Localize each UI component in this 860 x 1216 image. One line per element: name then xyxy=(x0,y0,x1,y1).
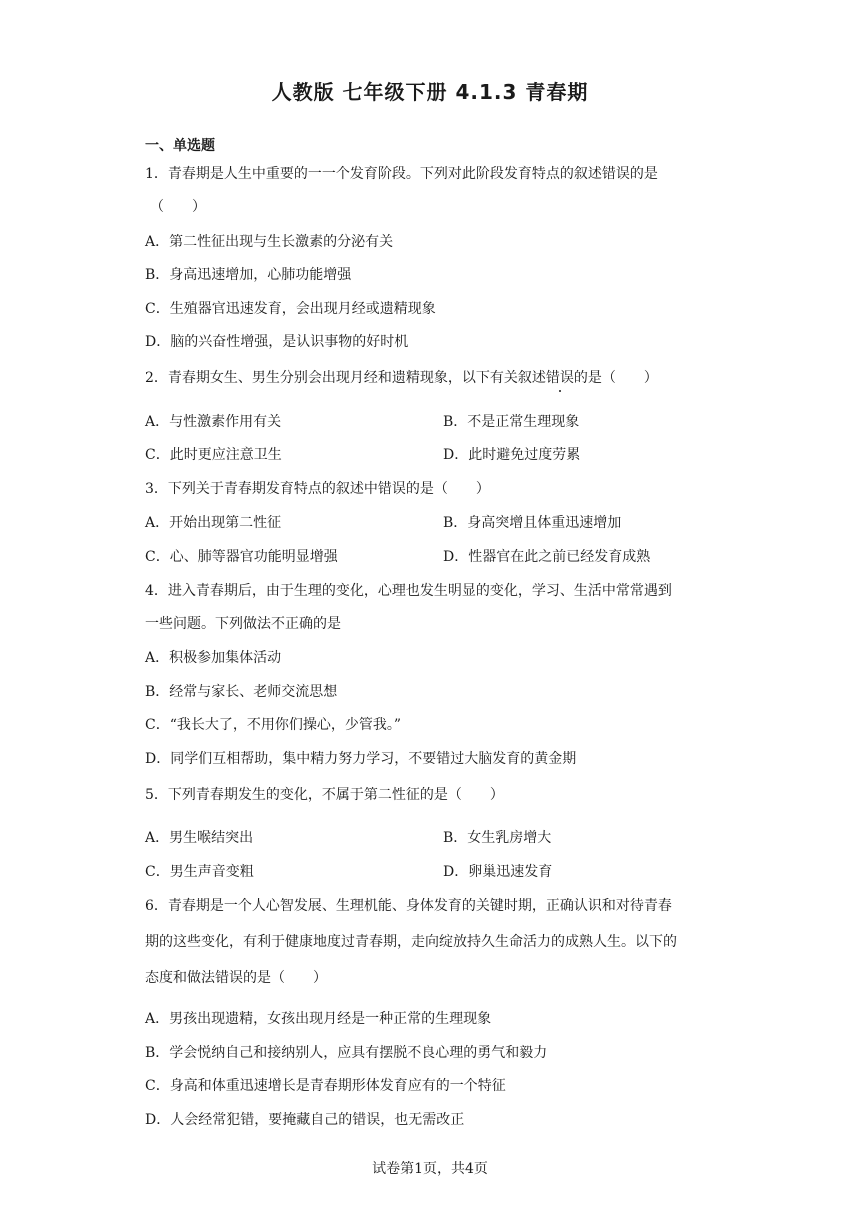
question-6-option-b: B．学会悦纳自己和接纳别人，应具有摆脱不良心理的勇气和毅力 xyxy=(145,1045,548,1061)
question-2-stem-post: 的是（ ） xyxy=(573,370,658,386)
question-6-stem-cont: 期的这些变化，有利于健康地度过青春期，走向绽放持久生命活力的成熟人生。以下的 xyxy=(145,934,677,950)
question-5-option-a: A．男生喉结突出 xyxy=(145,830,254,846)
question-6-stem: 6．青春期是一个人心智发展、生理机能、身体发育的关键时期，正确认识和对待青春 xyxy=(145,898,672,914)
question-3-option-b: B．身高突增且体重迅速增加 xyxy=(443,515,622,531)
question-2-option-d: D．此时避免过度劳累 xyxy=(443,447,581,463)
question-3-stem: 3．下列关于青春期发育特点的叙述中错误的是（ ） xyxy=(145,481,490,497)
question-1-option-b: B．身高迅速增加，心肺功能增强 xyxy=(145,267,352,283)
question-4-option-b: B．经常与家长、老师交流思想 xyxy=(145,684,338,700)
question-2-stem xyxy=(145,367,658,387)
question-2-stem-pre: 2．青春期女生、男生分别会出现月经和遗精现象，以下有关叙述 xyxy=(145,370,546,386)
question-5-stem: 5．下列青春期发生的变化，不属于第二性征的是（ ） xyxy=(145,787,504,803)
question-5-option-c: C．男生声音变粗 xyxy=(145,864,254,880)
question-1-option-c: C．生殖器官迅速发育，会出现月经或遗精现象 xyxy=(145,301,436,317)
question-5-option-b: B．女生乳房增大 xyxy=(443,830,552,846)
question-6-option-a: A．男孩出现遗精，女孩出现月经是一种正常的生理现象 xyxy=(145,1011,492,1027)
question-3-option-d: D．性器官在此之前已经发育成熟 xyxy=(443,549,651,565)
page-footer: 试卷第1页，共4页 xyxy=(372,1161,488,1177)
question-6-option-d: D．人会经常犯错，要掩藏自己的错误，也无需改正 xyxy=(145,1112,465,1128)
question-2-option-a: A．与性激素作用有关 xyxy=(145,414,282,430)
question-1-option-d: D．脑的兴奋性增强，是认识事物的好时机 xyxy=(145,334,409,350)
page-title: 人教版 七年级下册 4.1.3 青春期 xyxy=(271,80,589,104)
question-6-option-c: C．身高和体重迅速增长是青春期形体发育应有的一个特征 xyxy=(145,1078,506,1094)
question-4-option-a: A．积极参加集体活动 xyxy=(145,650,282,666)
question-1-option-a: A．第二性征出现与生长激素的分泌有关 xyxy=(145,234,394,250)
question-2-stem-emphasis: 错误 xyxy=(546,367,574,387)
question-4-stem-cont: 一些问题。下列做法不正确的是 xyxy=(145,616,341,632)
question-2-option-c: C．此时更应注意卫生 xyxy=(145,447,282,463)
question-1-stem-cont: （ ） xyxy=(150,199,206,215)
question-5-option-d: D．卵巢迅速发育 xyxy=(443,864,553,880)
question-2-option-b: B．不是正常生理现象 xyxy=(443,414,580,430)
question-6-stem-cont-2: 态度和做法错误的是（ ） xyxy=(145,970,327,986)
question-4-option-c: C．“我长大了，不用你们操心，少管我。” xyxy=(145,717,402,733)
question-3-option-a: A．开始出现第二性征 xyxy=(145,515,282,531)
question-3-option-c: C．心、肺等器官功能明显增强 xyxy=(145,549,338,565)
question-4-stem: 4．进入青春期后，由于生理的变化，心理也发生明显的变化，学习、生活中常常遇到 xyxy=(145,583,672,599)
question-4-option-d: D．同学们互相帮助，集中精力努力学习，不要错过大脑发育的黄金期 xyxy=(145,751,577,767)
section-heading: 一、单选题 xyxy=(145,138,215,154)
question-1-stem: 1．青春期是人生中重要的一一个发育阶段。下列对此阶段发育特点的叙述错误的是 xyxy=(145,166,658,182)
